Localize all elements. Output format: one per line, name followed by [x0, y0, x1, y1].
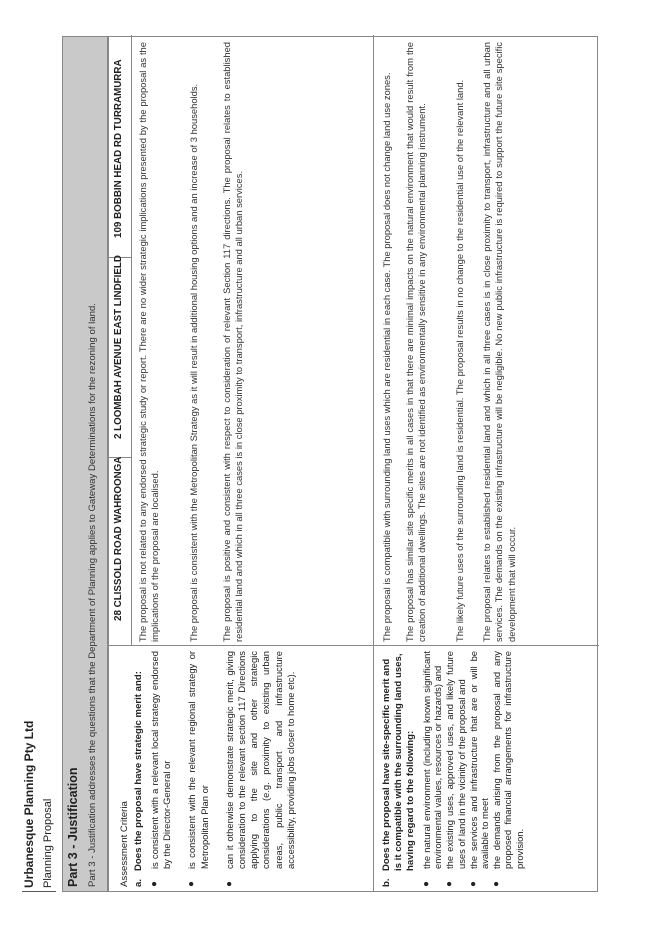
bullet-item [421, 651, 443, 887]
bullet-text: the demands arising from the proposal and any proposed financial arrangements for infrastructure provision. [491, 651, 525, 869]
section-a-response-3: The proposal is positive and consistent with respect to consideration of relevant Section 117 directions. The proposal relates to established residential land and which in all three cases is in close proximity to transport, infrastructure and all urban services. [221, 42, 245, 642]
bullet-icon: ● [421, 880, 432, 887]
column-header-turramurra: 109 BOBBIN HEAD RD TURRAMURRA [113, 59, 124, 238]
part-header [62, 36, 108, 892]
bullet-item [149, 651, 173, 887]
part-subtitle: Part 3 - Justification addresses the questions that the Department of Planning applies to Gateway Determinations for the rezoning of land. [87, 303, 98, 887]
bullet-icon: ● [444, 880, 456, 887]
section-a-response-1: The proposal is not related to any endorsed strategic study or report. There are no wider strategic implications presented by the proposal as the implications of the proposal are localised. [137, 42, 161, 642]
section-a-question [133, 651, 145, 887]
section-b-question-text: Does the proposal have site-specific merit and is it compatible with the surrounding land uses, having regard to the following: [381, 653, 416, 871]
bullet-text: is consistent with a relevant local strategy endorsed by the Director-General or [149, 651, 173, 869]
section-b-response-3: The likely future uses of the surrounding land is residential. The proposal results in no change to the residential use of the relevant land. [454, 79, 465, 642]
bullet-item [468, 651, 490, 887]
section-b-number: b. [381, 878, 392, 887]
column-header-wahroonga: 28 CLISSOLD ROAD WAHROONGA [113, 456, 124, 621]
bullet-text: the existing uses, approved uses, and likely future uses of land in the vicinity of the proposal and [444, 651, 467, 869]
bullet-text: is consistent with the relevant regional strategy or Metropolitan Plan or [186, 651, 210, 869]
bullet-text: can it otherwise demonstrate strategic merit, giving consideration to the relevant section 117 Directions applying to the site and other strategic considerations (e.g. proximity to existing urban areas, public transport and infrastructure accessibility, providing jobs closer to home etc). [223, 651, 296, 869]
company-name: Urbanesque Planning Pty Ltd [22, 720, 36, 888]
column-divider [109, 645, 599, 646]
column-header-east-lindfield: 2 LOOMBAH AVENUE EAST LINDFIELD [113, 255, 124, 439]
header-rule [22, 891, 56, 892]
bullet-text: the natural environment (including known significant environmental values, resources or hazards) and [421, 651, 444, 869]
bullet-icon: ● [467, 880, 479, 887]
section-a-question-text: Does the proposal have strategic merit and: [133, 671, 144, 871]
part-title: Part 3 - Justification [66, 767, 80, 887]
bullet-text: the services and infrastructure that are or will be available to meet [467, 651, 491, 869]
section-a-criteria [119, 651, 303, 887]
bullet-item [444, 651, 466, 887]
section-b-criteria [381, 651, 526, 887]
section-b-question [381, 651, 417, 887]
bullet-item [224, 651, 297, 887]
section-divider [373, 35, 374, 891]
bullet-icon: ● [223, 880, 235, 887]
justification-table [108, 36, 598, 892]
section-b-response-4: The proposal relates to established residential land and which in all three cases is in close proximity to transport, infrastructure and all urban services. The demands on the existing infrastructure will be negligible. No new public infrastructure is required to support the future site specific development that will occur. [481, 42, 517, 642]
section-b-response-1: The proposal is compatible with surrounding land uses which are residential in each case. The proposal does not change land use zones. [381, 72, 392, 642]
document-title: Planning Proposal [42, 798, 54, 888]
header-row-divider [131, 35, 132, 646]
bullet-item [491, 651, 525, 887]
bullet-icon: ● [186, 880, 198, 887]
section-a-response-2: The proposal is consistent with the Metropolitan Strategy as it will result in additional housing options and an increase of 3 households. [188, 83, 199, 642]
bullet-icon: ● [491, 880, 503, 887]
section-b-response-2: The proposal has similar site specific merits in all cases in that there are minimal impacts on the natural environment that would result from the creation of additional dwellings. The sites are not identified as environmentally sensitive in any environmental planning instrument. [404, 42, 428, 642]
criteria-label: Assessment Criteria [119, 801, 130, 887]
bullet-icon: ● [149, 880, 160, 887]
section-a-number: a. [133, 878, 144, 887]
bullet-item [186, 651, 210, 887]
